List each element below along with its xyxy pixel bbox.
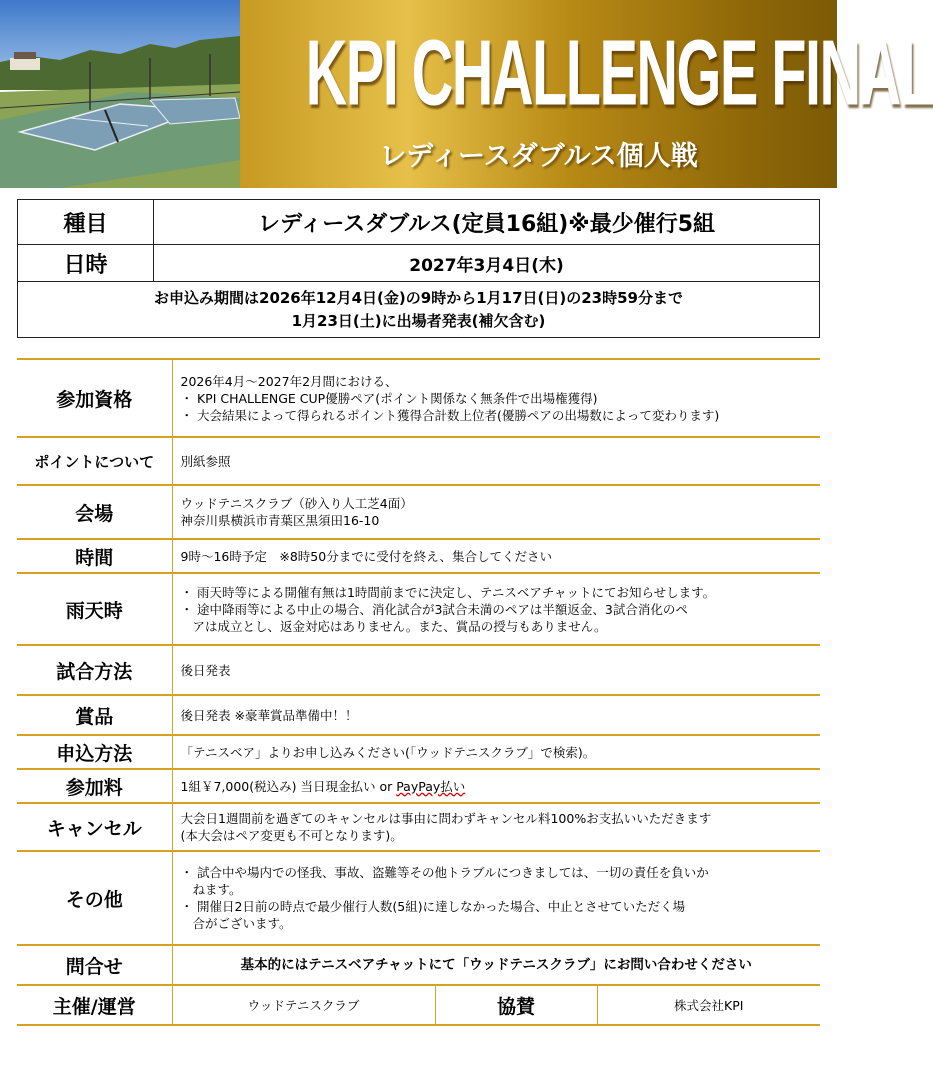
row-prize (17, 695, 820, 735)
eligibility-value (172, 359, 820, 437)
fee-label: 参加料 (17, 769, 172, 803)
title-banner (240, 0, 933, 188)
venue-address: 神奈川県横浜市青葉区黒須田16-10 (180, 513, 380, 528)
event-value: レディースダブルス(定員16組)※最少催行5組 (154, 200, 820, 245)
contact-label: 問合せ (17, 945, 172, 985)
row-contact (17, 945, 820, 985)
eligibility-line: 2026年4月～2027年2月間における、 (180, 373, 398, 389)
row-format (17, 645, 820, 695)
fee-amount: 1組￥7,000(税込み) 当日現金払い or (180, 778, 397, 794)
time-value: 9時～16時予定 ※8時50分までに受付を終え、集合してください (172, 539, 820, 573)
points-value: 別紙参照 (172, 437, 820, 485)
details-table (17, 358, 820, 1026)
paypay-text: PayPay払い (396, 778, 466, 794)
summary-table (17, 199, 820, 338)
rain-item: ・ 途中降雨等による中止の場合、消化試合が3試合未満のペアは半額返金、3試合消化のペ (180, 601, 688, 617)
eligibility-label: 参加資格 (17, 359, 172, 437)
row-points (17, 437, 820, 485)
event-subtitle: レディースダブルス個人戦 (379, 141, 698, 172)
header (0, 0, 933, 188)
rain-item: ・ 雨天時等による開催有無は1時間前までに決定し、テニスベアチャットにてお知らせします。 (180, 584, 716, 600)
date-value: 2027年3月4日(木) (154, 245, 820, 282)
period-line-1: お申込み期間は2026年12月4日(金)の9時から1月17日(日)の23時59分まで (154, 288, 683, 307)
application-period (18, 282, 820, 338)
fee-value (172, 769, 820, 803)
venue-label: 会場 (17, 485, 172, 539)
other-item: ・ 開催日2日前の時点で最少催行人数(5組)に達しなかった場合、中止とさせていただく場 (180, 899, 686, 914)
other-item: ・ 試合中や場内での怪我、事故、盗難等その他トラブルにつきましては、一切の責任を負いか (180, 865, 709, 880)
period-line-2: 1月23日(土)に出場者発表(補欠含む) (291, 311, 546, 330)
points-label: ポイントについて (17, 437, 172, 485)
date-label: 日時 (18, 245, 154, 282)
apply-value: 「テニスベア」よりお申し込みください(「ウッドテニスクラブ」で検索)。 (172, 735, 820, 769)
cancel-label: キャンセル (17, 803, 172, 851)
row-rain (17, 573, 820, 645)
other-label: その他 (17, 851, 172, 945)
row-organizer (17, 985, 820, 1025)
format-label: 試合方法 (17, 645, 172, 695)
prize-label: 賞品 (17, 695, 172, 735)
row-other (17, 851, 820, 945)
cancel-line: (本大会はペア変更も不可となります)。 (180, 828, 403, 843)
prize-value: 後日発表 ※豪華賞品準備中！！ (172, 695, 820, 735)
row-fee (17, 769, 820, 803)
sponsor-label: 協賛 (435, 985, 597, 1025)
other-item-cont: 合がございます。 (192, 916, 292, 931)
time-label: 時間 (17, 539, 172, 573)
cancel-value (172, 803, 820, 851)
contact-value: 基本的にはテニスベアチャットにて「ウッドテニスクラブ」にお問い合わせください (172, 945, 820, 985)
eligibility-line: ・ KPI CHALLENGE CUP優勝ペア(ポイント関係なく無条件で出場権獲得) (180, 390, 598, 406)
row-time (17, 539, 820, 573)
tennis-court-photo (0, 0, 240, 188)
sponsor-value: 株式会社KPI (597, 985, 820, 1025)
row-venue (17, 485, 820, 539)
row-eligibility (17, 359, 820, 437)
other-item-cont: ねます。 (192, 882, 242, 897)
eligibility-line: ・ 大会結果によって得られるポイント獲得合計数上位者(優勝ペアの出場数によって変わります) (180, 407, 720, 423)
rain-value (172, 573, 820, 645)
venue-value (172, 485, 820, 539)
event-label: 種目 (18, 200, 154, 245)
organizer-label: 主催/運営 (17, 985, 172, 1025)
cancel-line: 大会日1週間前を過ぎてのキャンセルは事由に問わずキャンセル料100%お支払いいただきます (180, 811, 712, 826)
event-title: KPI CHALLENGE FINAL (305, 20, 933, 125)
other-value (172, 851, 820, 945)
apply-label: 申込方法 (17, 735, 172, 769)
row-apply (17, 735, 820, 769)
rain-item-cont: アは成立とし、返金対応はありません。また、賞品の授与もありません。 (192, 618, 607, 634)
format-value: 後日発表 (172, 645, 820, 695)
rain-label: 雨天時 (17, 573, 172, 645)
row-cancel (17, 803, 820, 851)
organizer-value: ウッドテニスクラブ (172, 985, 435, 1025)
venue-name: ウッドテニスクラブ（砂入り人工芝4面） (180, 496, 413, 511)
